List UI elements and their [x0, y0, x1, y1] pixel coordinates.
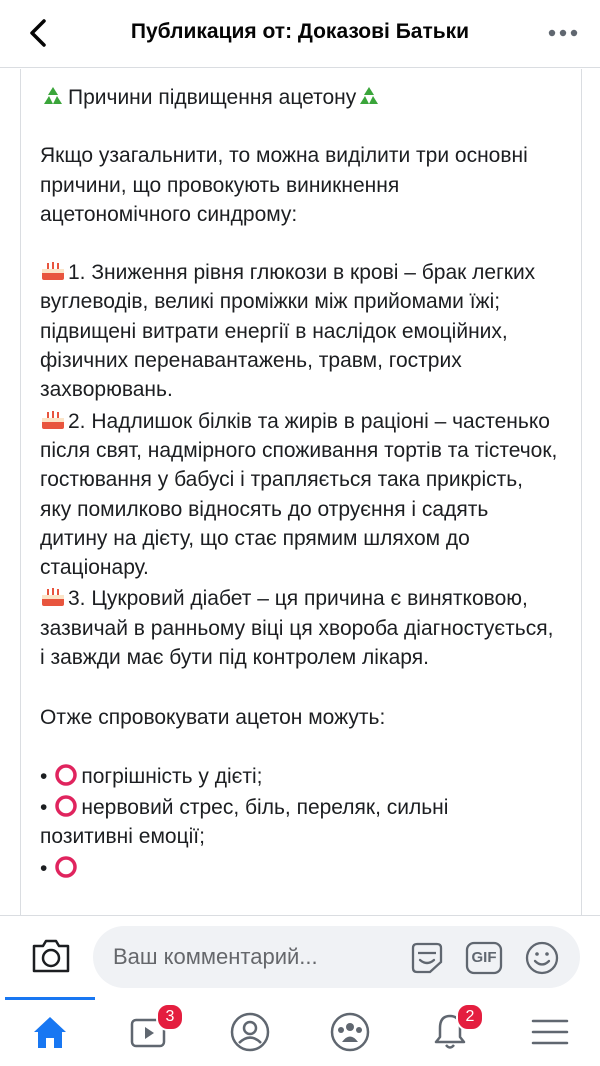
sticker-icon[interactable]: [408, 940, 446, 976]
bullet: •: [40, 795, 48, 819]
active-tab-indicator: [5, 997, 95, 1000]
camera-icon[interactable]: [30, 936, 72, 976]
red-circle-emoji-icon: [53, 856, 79, 878]
provoker-item: [40, 793, 540, 852]
more-options-icon[interactable]: [548, 28, 578, 38]
back-arrow-icon[interactable]: [24, 18, 54, 48]
watch-badge: 3: [156, 1003, 184, 1031]
bullet: •: [40, 764, 48, 788]
nav-home[interactable]: [0, 1007, 100, 1057]
home-icon: [30, 1012, 70, 1052]
cause-text: 1. Зниження рівня глюкози в крові – брак легких вуглеводів, великі проміжки між прийомами їжі; підвищені витрати енергії в наслідок емоційних, фізичних перенавантажень, травм, гострих захворювань.: [40, 261, 536, 402]
cause-text: 3. Цукровий діабет – ця причина є винятковою, зазвичай в ранньому віці ця хвороба діагностується, і завжди має бути під контролем лікаря.: [40, 587, 554, 670]
post-text: [21, 69, 581, 883]
provoke-intro: Отже спровокувати ацетон можуть:: [40, 706, 386, 730]
top-bar: [0, 0, 600, 68]
comment-input-wrapper: [93, 926, 580, 988]
cake-emoji-icon: [40, 260, 66, 282]
notifications-badge: 2: [456, 1003, 484, 1031]
recycle-emoji-icon: [40, 85, 66, 107]
red-circle-emoji-icon: [53, 764, 79, 786]
cause-item: [40, 407, 560, 583]
bullet: •: [40, 856, 48, 880]
nav-menu[interactable]: [500, 1007, 600, 1057]
nav-watch[interactable]: [100, 1007, 200, 1057]
page-title: Публикация от: Доказові Батьки: [130, 20, 470, 43]
provoker-text: погрішність у дієті;: [81, 764, 263, 788]
gif-label: GIF: [471, 949, 497, 966]
cause-text: 2. Надлишок білків та жирів в раціоні – частенько після свят, надмірного споживання тортів та тістечок, гостювання у бабусі і трапляється така прикрість, яку помилково відносять до отруєння і садять дитину на дієту, що стає прямим шляхом до стаціонару.: [40, 409, 558, 580]
provoker-item: [40, 762, 540, 791]
cause-item: [40, 258, 560, 404]
provoker-text: нервовий стрес, біль, переляк, сильні позитивні емоції;: [40, 795, 449, 849]
red-circle-emoji-icon: [53, 795, 79, 817]
nav-profile[interactable]: [200, 1007, 300, 1057]
cause-item: [40, 584, 560, 672]
emoji-picker-icon[interactable]: [523, 940, 561, 976]
comment-input[interactable]: [111, 934, 395, 980]
menu-icon: [530, 1012, 570, 1052]
post-heading: [40, 83, 581, 112]
comment-bar: [0, 915, 600, 997]
nav-groups[interactable]: [300, 1007, 400, 1057]
nav-notifications[interactable]: [400, 1007, 500, 1057]
post-content: [20, 69, 582, 915]
post-intro: Якщо узагальнити, то можна виділити три основні причини, що провокують виникнення ацетономічного синдрому:: [40, 144, 528, 226]
cake-emoji-icon: [40, 586, 66, 608]
recycle-emoji-icon: [356, 85, 382, 107]
bottom-nav: [0, 997, 600, 1066]
provoker-item-partial: [40, 854, 581, 883]
gif-button[interactable]: [465, 940, 503, 976]
post-heading-text: Причини підвищення ацетону: [68, 86, 357, 109]
profile-icon: [230, 1012, 270, 1052]
groups-icon: [330, 1012, 370, 1052]
cake-emoji-icon: [40, 409, 66, 431]
